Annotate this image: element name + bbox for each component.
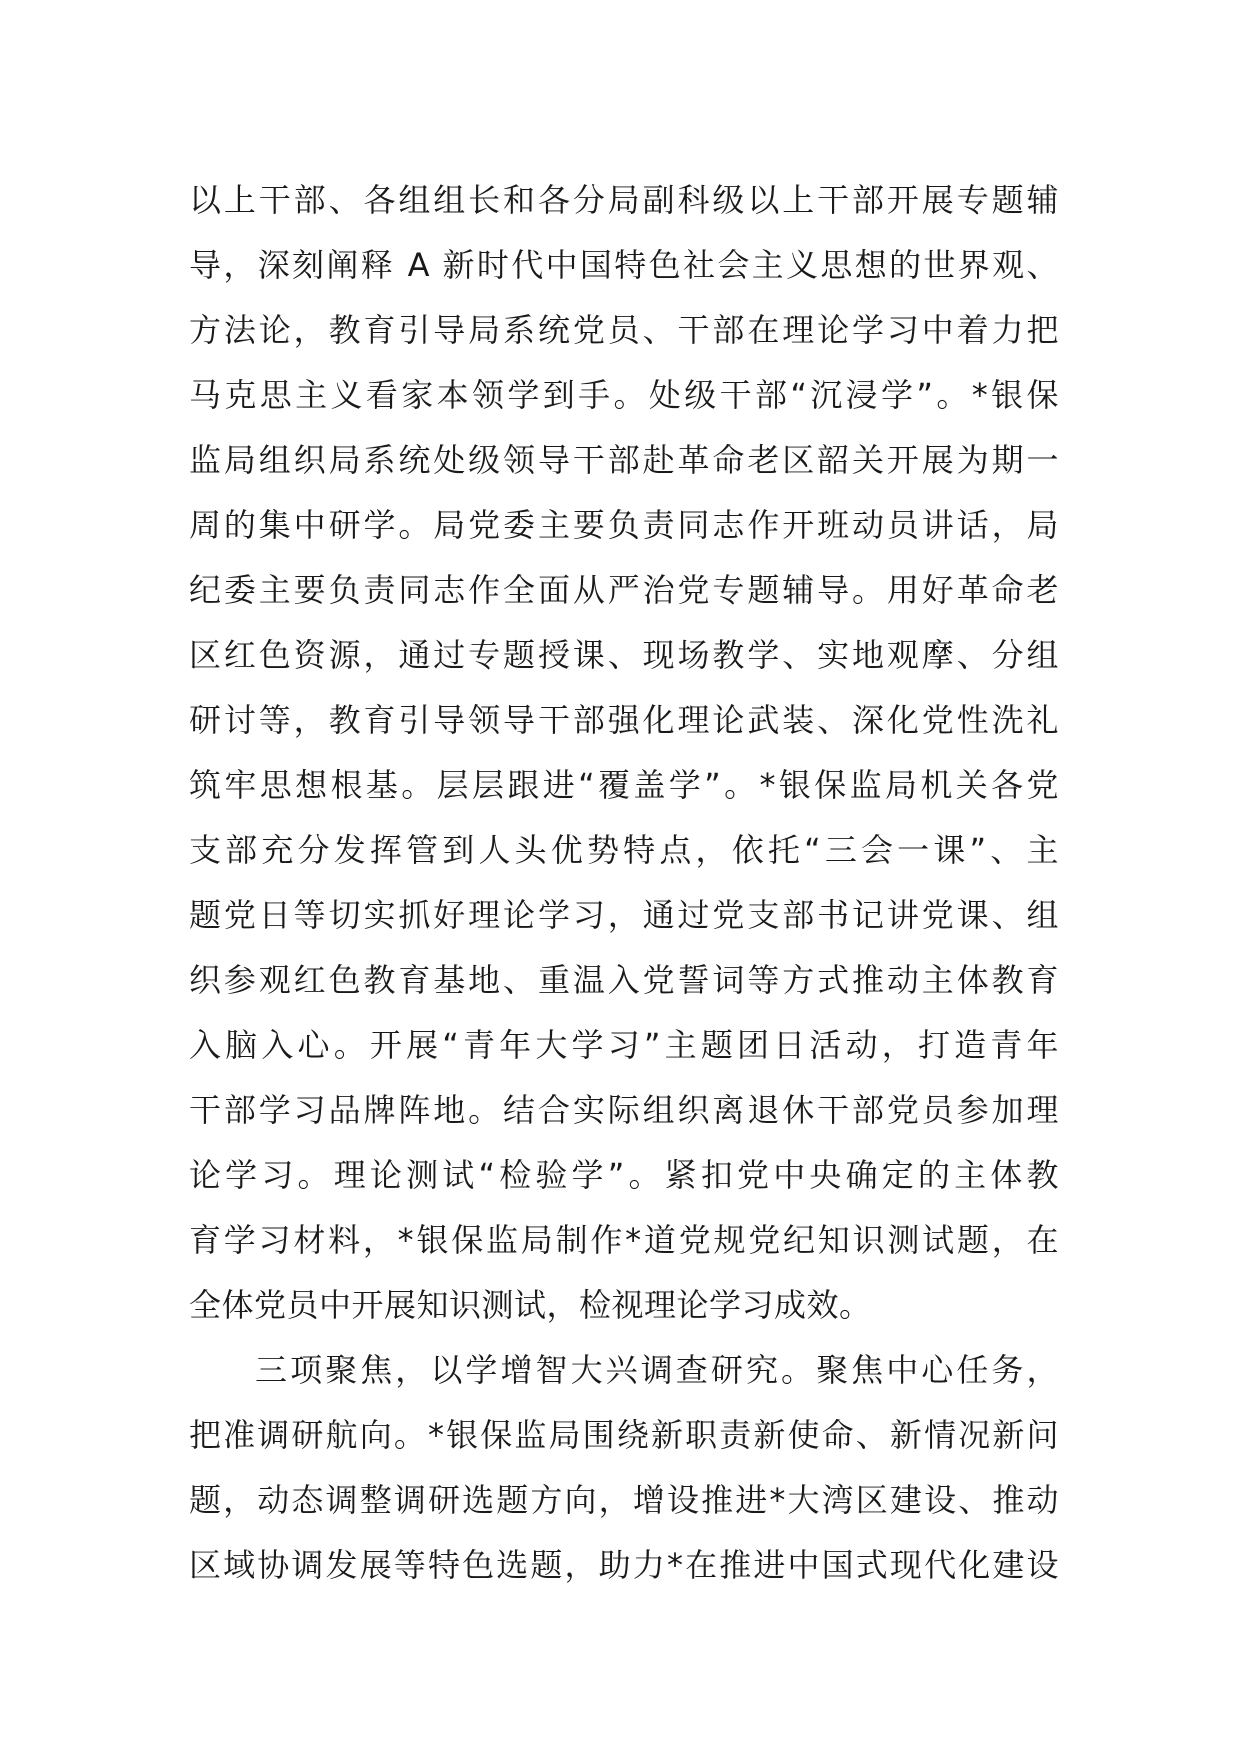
text-line: 干部学习品牌阵地。结合实际组织离退休干部党员参加理 [189, 1091, 1059, 1129]
text-line: 区域协调发展等特色选题，助力*在推进中国式现代化建设 [189, 1546, 1059, 1584]
text-line: 论学习。理论测试“检验学”。紧扣党中央确定的主体教 [189, 1156, 1059, 1194]
text-line: 方法论，教育引导局系统党员、干部在理论学习中着力把 [189, 311, 1059, 349]
text-line: 全体党员中开展知识测试，检视理论学习成效。 [189, 1286, 872, 1324]
text-line: 以上干部、各组组长和各分局副科级以上干部开展专题辅 [189, 181, 1059, 219]
text-line: 监局组织局系统处级领导干部赴革命老区韶关开展为期一 [189, 441, 1059, 479]
text-line: 研讨等，教育引导领导干部强化理论武装、深化党性洗礼 [189, 701, 1059, 739]
body-text [189, 168, 1059, 1598]
text-line: 织参观红色教育基地、重温入党誓词等方式推动主体教育 [189, 961, 1059, 999]
text-line: 导，深刻阐释 A 新时代中国特色社会主义思想的世界观、 [189, 246, 1059, 284]
text-line: 入脑入心。开展“青年大学习”主题团日活动，打造青年 [189, 1026, 1059, 1064]
text-line: 筑牢思想根基。层层跟进“覆盖学”。*银保监局机关各党 [189, 766, 1059, 804]
text-line: 支部充分发挥管到人头优势特点，依托“三会一课”、主 [189, 831, 1059, 869]
text-line: 题，动态调整调研选题方向，增设推进*大湾区建设、推动 [189, 1481, 1059, 1519]
text-line: 纪委主要负责同志作全面从严治党专题辅导。用好革命老 [189, 571, 1059, 609]
text-line: 周的集中研学。局党委主要负责同志作开班动员讲话，局 [189, 506, 1059, 544]
text-line: 育学习材料，*银保监局制作*道党规党纪知识测试题，在 [189, 1221, 1059, 1259]
text-line: 题党日等切实抓好理论学习，通过党支部书记讲党课、组 [189, 896, 1059, 934]
text-line: 马克思主义看家本领学到手。处级干部“沉浸学”。*银保 [189, 376, 1059, 414]
text-line: 把准调研航向。*银保监局围绕新职责新使命、新情况新问 [189, 1416, 1059, 1454]
paragraph-1 [189, 168, 1059, 1338]
paragraph-2 [189, 1338, 1059, 1598]
text-line: 三项聚焦，以学增智大兴调查研究。聚焦中心任务， [255, 1351, 1059, 1389]
text-line: 区红色资源，通过专题授课、现场教学、实地观摩、分组 [189, 636, 1059, 674]
